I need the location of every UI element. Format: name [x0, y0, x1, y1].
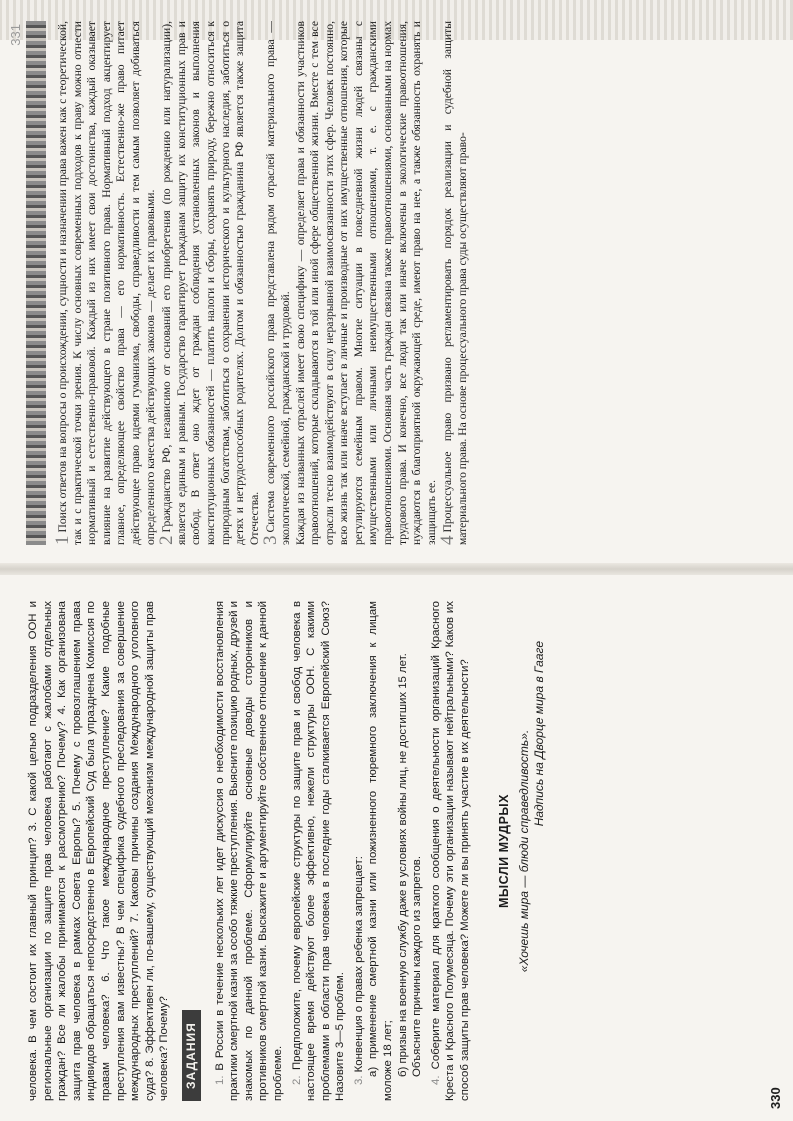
- task-4: [429, 601, 473, 1101]
- summary-point-4: [437, 21, 470, 545]
- left-page-column: [26, 601, 546, 1101]
- page-330: [0, 573, 793, 1121]
- task-3-item-a: а) применение смертной казни или пожизненного тюремного заключения к лицам моложе 18 лет;: [367, 601, 395, 1101]
- summary-point-4-text: Процессуальное право призвано регламентировать порядок реализации и судебной защиты материального права. На основе процессуального права суды осуществляют право-: [441, 21, 470, 545]
- tasks-heading: ЗАДАНИЯ: [182, 1010, 201, 1101]
- summary-point-1: [52, 21, 158, 545]
- summary-point-2: [156, 21, 262, 545]
- wisdom-heading: МЫСЛИ МУДРЫХ: [496, 794, 511, 908]
- summary-point-4-number: 4: [437, 535, 459, 545]
- task-4-number: 4.: [429, 1075, 442, 1085]
- task-1: [213, 601, 286, 1101]
- task-3: [352, 601, 425, 1101]
- questions-continuation: человека. В чем состоит их главный принцип? 3. С какой целью подразделения ООН и региональные организации по защите прав человека работают с жалобами отдельных граждан? Все ли жалобы принимаются к рассмотрению? Почему? 4. Как организована защита прав человека в рамках Совета Европы? 5. Почему с провозглашением права индивидов обращаться непосредственно в Европейский Суд была упразднена Комиссия по правам человека? 6. Что такое международное преступление? Какие подобные преступления вам известны? В чем специфика судебного преследования за совершение международных преступлений? 7. Каковы причины создания Международного уголовного суда? 8. Эффективен ли, по-вашему, существующий механизм международной защиты прав человека? Почему?: [27, 601, 171, 1101]
- page-number-right: 331: [8, 24, 23, 46]
- summary-point-2-number: 2: [156, 535, 178, 545]
- task-2: [290, 601, 348, 1101]
- summary-point-1-text: Поиск ответов на вопросы о происхождении, сущности и назначении права важен как с теоретической, так и с практической точки зрения. К числу основных современных подходов к праву можно отнести нормативный и естественно-правовой. Каждый из них имеет свои достоинства, каждый оказывает влияние на развитие действующего в стране позитивного права. Нормативный подход акцентирует главное, определяющее свойство права — его нормативность. Естественно-же право питает действующее право идеями гуманизма, свободы, справедливости и тем самым позволяет добиваться определенного качества действующих законов — делает их правовыми.: [56, 21, 157, 545]
- quote-source: Надпись на Дворце мира в Гааге: [531, 641, 546, 827]
- summary-point-3-number: 3: [260, 535, 282, 545]
- task-3-number: 3.: [352, 1075, 365, 1085]
- summary-point-1-number: 1: [52, 535, 73, 545]
- task-3-text: Конвенция о правах ребенка запрещает:: [352, 856, 365, 1073]
- task-2-number: 2.: [290, 1075, 303, 1085]
- task-3-item-b: б) призыв на военную службу даже в условиях войны лиц, не достигших 15 лет.: [396, 653, 409, 1077]
- right-page-column: [26, 21, 471, 545]
- task-4-text: Соберите материал для краткого сообщения о деятельности организаций Красного Креста и Красного Полумесяца. Почему эти организации называют нейтральными? Каков их способ защиты прав человека? Можете ли вы принять участие в их деятельности?: [429, 601, 472, 1101]
- summary-point-3-continuation: Каждая из названных отраслей имеет свою специфику — определяет права и обязанности участников правоотношений, которые складываются в той или иной сфере общественной жизни. Вместе с тем все отрасли тесно взаимодействуют в силу неразрывной взаимосвязанности этих сфер. Человек постоянно, всю жизнь так или иначе вступает в личные и производные от них имущественные отношения, которые регулируются семейным правом. Многие ситуации в повседневной жизни людей связаны с имущественными или личными неимущественными отношениями, т. е. с гражданскими правоотношениями. Основная часть граждан связана также правоотношениями, основанными на нормах трудового права. И конечно, все люди так или иначе включены в экологические правоотношения, нуждаются в благоприятной окружающей среде, имеют право на нее, а также обязанность охранять и защищать ее.: [293, 21, 438, 545]
- task-3-explain: Объясните причины каждого из запретов.: [411, 855, 424, 1077]
- page-number-left: 330: [768, 1087, 783, 1109]
- summary-point-2-text: Гражданство РФ, независимо от оснований его приобретения (по рождению или натурализации), является единым и равным. Государство гарантирует гражданам защиту их конституционных прав и свобод. В ответ оно ждет от граждан соблюдения установленных законов и выполнения конституционных обязанностей — платить налоги и сборы, сохранять природу, бережно относиться к природным богатствам, заботиться о сохранении исторического и культурного наследия, заботиться о детях и нетрудоспособных родителях. Долгом и обязанностью гражданина РФ является также защита Отечества.: [160, 21, 261, 545]
- task-2-text: Предположите, почему европейские структуры по защите прав и свобод человека в настоящее время действуют более эффективно, нежели структуры ООН. С какими проблемами в области прав человека в последние годы сталкивается Европейский Союз? Назовите 3—5 проблем.: [290, 601, 347, 1101]
- wisdom-quote: «Хочешь мира — блюди справедливость».: [517, 729, 532, 973]
- summary-heading-bar: [26, 21, 46, 545]
- summary-point-3: [260, 21, 293, 545]
- task-1-text: В России в течение нескольких лет идет дискуссия о необходимости восстановления практики смертной казни за особо тяжкие преступления. Выясните позицию родных, друзей и знакомых по данной проблеме. Сформулируйте основные доводы сторонников и противников смертной казни. Выскажите и аргументируйте собственное отношение к данной проблеме.: [213, 601, 284, 1101]
- summary-point-3-text: Система современного российского права представлена рядом отраслей материального права — экологической, семейной, гражданской и трудовой.: [264, 21, 292, 545]
- task-1-number: 1.: [213, 1075, 226, 1085]
